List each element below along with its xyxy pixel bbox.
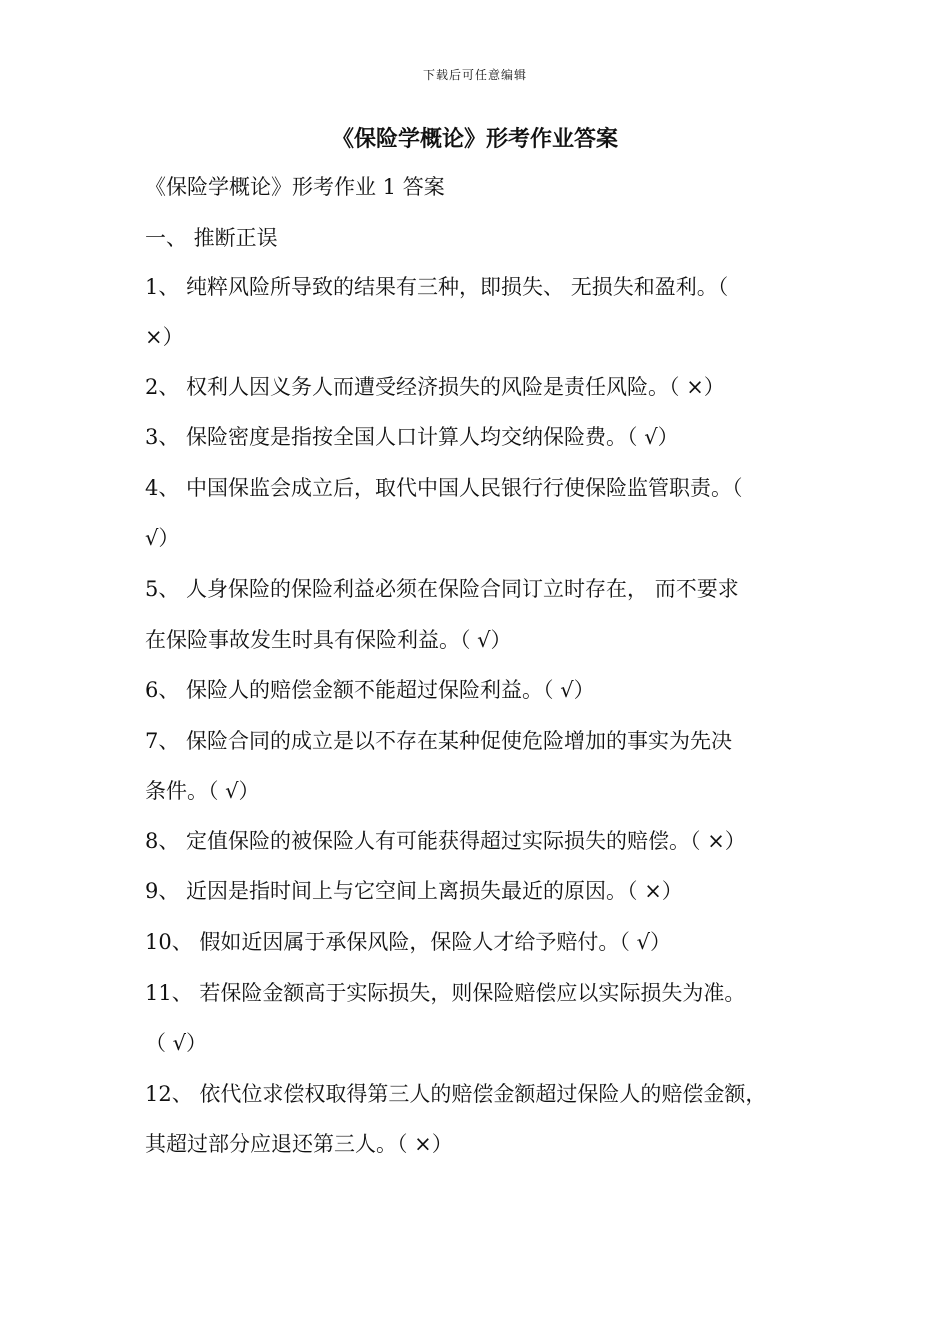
question-line: √） bbox=[145, 526, 180, 550]
question-line: 条件。（ √） bbox=[145, 779, 260, 803]
question-line: ×） bbox=[145, 325, 184, 349]
question-line: 4、 中国保监会成立后，取代中国人民银行行使保险监管职责。（ bbox=[145, 476, 743, 500]
section-heading: 一、 推断正误 bbox=[145, 226, 278, 250]
subtitle: 《保险学概论》形考作业 1 答案 bbox=[145, 175, 445, 199]
question-line: 10、 假如近因属于承保风险，保险人才给予赔付。（ √） bbox=[145, 930, 671, 954]
question-line: 7、 保险合同的成立是以不存在某种促使危险增加的事实为先决 bbox=[145, 729, 733, 753]
question-line: 1、 纯粹风险所导致的结果有三种，即损失、 无损失和盈利。（ bbox=[145, 275, 729, 299]
question-line: 在保险事故发生时具有保险利益。（ √） bbox=[145, 628, 512, 652]
question-line: 其超过部分应退还第三人。（ ×） bbox=[145, 1132, 453, 1156]
question-line: 12、 依代位求偿权取得第三人的赔偿金额超过保险人的赔偿金额， bbox=[145, 1082, 767, 1106]
question-line: 5、 人身保险的保险利益必须在保险合同订立时存在， 而不要求 bbox=[145, 577, 739, 601]
question-line: 8、 定值保险的被保险人有可能获得超过实际损失的赔偿。（ ×） bbox=[145, 829, 746, 853]
question-line: 2、 权利人因义务人而遭受经济损失的风险是责任风险。（ ×） bbox=[145, 375, 725, 399]
question-line: 11、 若保险金额高于实际损失，则保险赔偿应以实际损失为准。 bbox=[145, 981, 746, 1005]
document-title: 《保险学概论》形考作业答案 bbox=[331, 126, 618, 152]
header-note: 下载后可任意编辑 bbox=[422, 68, 527, 82]
question-line: （ √） bbox=[145, 1031, 208, 1055]
question-line: 9、 近因是指时间上与它空间上离损失最近的原因。（ ×） bbox=[145, 879, 683, 903]
question-line: 6、 保险人的赔偿金额不能超过保险利益。（ √） bbox=[145, 678, 595, 702]
question-line: 3、 保险密度是指按全国人口计算人均交纳保险费。（ √） bbox=[145, 425, 679, 449]
